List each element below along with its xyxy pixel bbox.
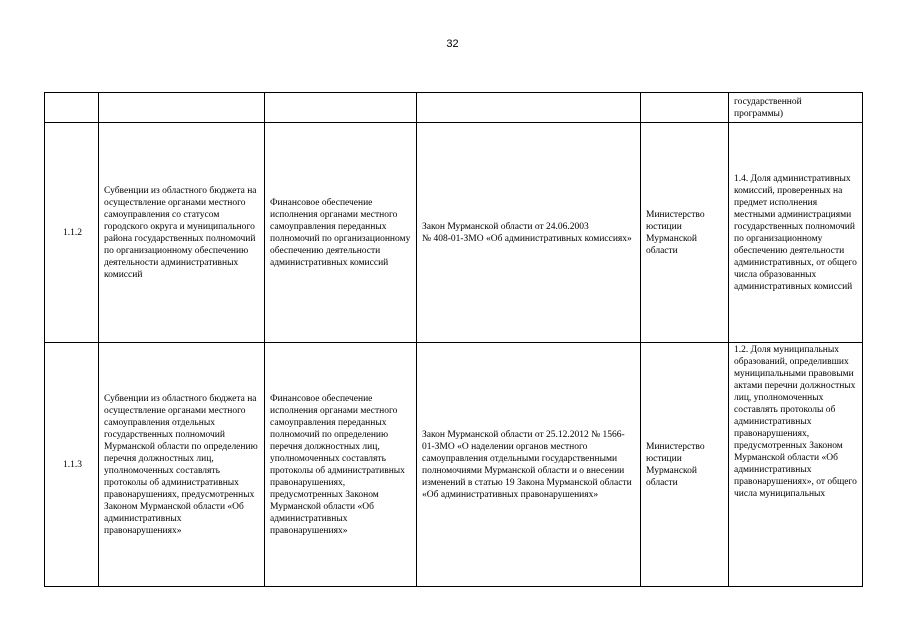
purpose-cell: Финансовое обеспечение исполнения органами местного самоуправления переданных полномочий по определению перечня должностных лиц, уполномоченных составлять протоколы об административных правонарушениях, предусмотренных Законом Мурманской области «Об административных правонарушениях» [265,343,417,587]
indicator-text: 1.2. Доля муниципальных образований, определивших муниципальными правовыми актами перечни должностных лиц, уполномоченных составлять протоколы об административных правонарушениях, предусмотренных Законом Мурманской области «Об административных правонарушениях», от общего числа муниципальных [734,344,857,499]
table-row [45,343,863,587]
ministry-cell: Министерство юстиции Мурманской области [641,343,729,587]
table-row [45,123,863,343]
indicator-cell [729,343,863,587]
subsidy-cell: Субвенции из областного бюджета на осуществление органами местного самоуправления отдельных государственных полномочий Мурманской области по определению перечня должностных лиц, уполномоченных составлять протоколы об административных правонарушениях, предусмотренных Законом Мурманской области «Об административных правонарушениях» [99,343,265,587]
law-cell [417,93,641,123]
ministry-cell [641,93,729,123]
programme-table [44,92,863,587]
purpose-cell: Финансовое обеспечение исполнения органами местного самоуправления переданных полномочий по организационному обеспечению деятельности административных комиссий [265,123,417,343]
row-number-cell [45,93,99,123]
ministry-cell: Министерство юстиции Мурманской области [641,123,729,343]
row-number-cell: 1.1.2 [45,123,99,343]
indicator-cell: государственной программы) [729,93,863,123]
indicator-cell: 1.4. Доля административных комиссий, проверенных на предмет исполнения местными администрациями государственных полномочий по организационному обеспечению деятельности административных, от общего числа образованных административных комиссий [729,123,863,343]
table-row [45,93,863,123]
purpose-cell [265,93,417,123]
subsidy-cell: Субвенции из областного бюджета на осуществление органами местного самоуправления со статусом городского округа и муниципального района государственных полномочий по организационному обеспечению деятельности административных комиссий [99,123,265,343]
law-cell: Закон Мурманской области от 24.06.2003 № 408-01-ЗМО «Об административных комиссиях» [417,123,641,343]
subsidy-cell [99,93,265,123]
row-number-cell: 1.1.3 [45,343,99,587]
law-cell: Закон Мурманской области от 25.12.2012 № 1566-01-ЗМО «О наделении органов местного самоуправления отдельными государственными полномочиями Мурманской области и о внесении изменений в статью 19 Закона Мурманской области «Об административных правонарушениях» [417,343,641,587]
page-number: 32 [446,38,459,50]
